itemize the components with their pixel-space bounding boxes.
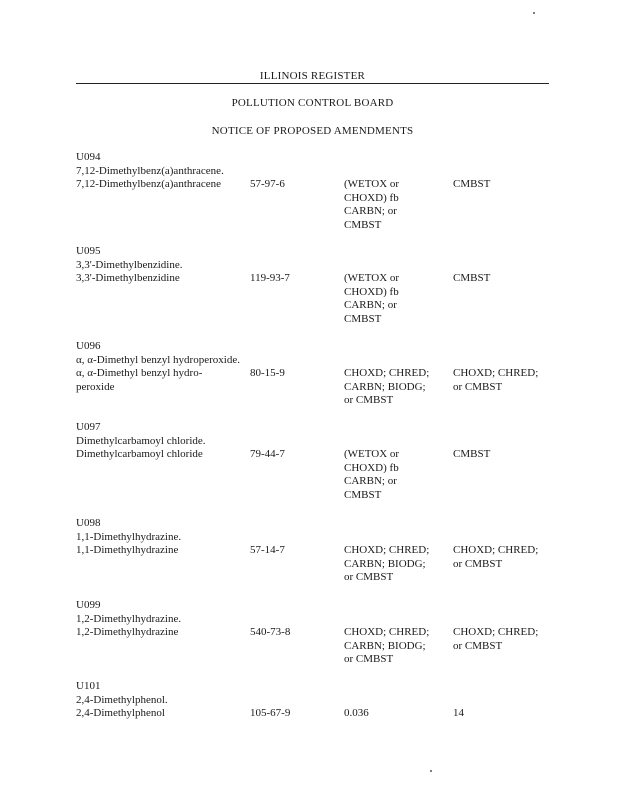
header-rule — [76, 83, 549, 84]
waste-entry-u101 — [76, 680, 556, 721]
cas-number: 57-14-7 — [250, 544, 285, 556]
waste-name: 7,12-Dimethylbenz(a)anthracene. — [76, 164, 224, 177]
waste-entry-u099 — [76, 599, 556, 665]
wastewater-standard: (WETOX or CHOXD) fb CARBN; or CMBST — [344, 178, 400, 231]
waste-entry-u094 — [76, 151, 556, 231]
waste-entry-u096 — [76, 340, 556, 406]
scan-speck — [533, 12, 535, 14]
nonwastewater-standard: CHOXD; CHRED; or CMBST — [453, 626, 539, 652]
cas-number: 540-73-8 — [250, 626, 291, 638]
scan-speck — [430, 770, 432, 772]
cas-number: 79-44-7 — [250, 448, 285, 460]
waste-code: U098 — [76, 517, 101, 529]
waste-entry-u095 — [76, 245, 556, 325]
nonwastewater-standard: CMBST — [453, 448, 491, 460]
waste-entry-u098 — [76, 517, 556, 583]
wastewater-standard: CHOXD; CHRED; CARBN; BIODG; or CMBST — [344, 544, 430, 583]
wastewater-standard: 0.036 — [344, 707, 369, 719]
constituent-name: 1,1-Dimethylhydrazine — [76, 544, 179, 556]
waste-name: 1,1-Dimethylhydrazine. — [76, 530, 182, 543]
waste-code: U101 — [76, 680, 101, 692]
constituent-name: 2,4-Dimethylphenol — [76, 707, 165, 719]
wastewater-standard: CHOXD; CHRED; CARBN; BIODG; or CMBST — [344, 367, 430, 406]
nonwastewater-standard: CHOXD; CHRED; or CMBST — [453, 544, 539, 570]
nonwastewater-standard: 14 — [453, 707, 464, 719]
cas-number: 105-67-9 — [250, 707, 291, 719]
constituent-name: 1,2-Dimethylhydrazine — [76, 626, 179, 638]
cas-number: 119-93-7 — [250, 272, 290, 284]
cas-number: 80-15-9 — [250, 367, 285, 379]
wastewater-standard: CHOXD; CHRED; CARBN; BIODG; or CMBST — [344, 626, 430, 665]
nonwastewater-standard: CMBST — [453, 178, 491, 190]
constituent-name: 3,3'-Dimethylbenzidine — [76, 272, 180, 284]
board-title: POLLUTION CONTROL BOARD — [231, 97, 394, 109]
constituent-name: α, α-Dimethyl benzyl hydro- peroxide — [76, 367, 203, 393]
waste-code: U097 — [76, 421, 101, 433]
constituent-name: Dimethylcarbamoyl chloride — [76, 448, 203, 460]
nonwastewater-standard: CHOXD; CHRED; or CMBST — [453, 367, 539, 393]
waste-name: 2,4-Dimethylphenol. — [76, 693, 168, 706]
waste-code: U096 — [76, 340, 101, 352]
waste-code: U094 — [76, 151, 101, 163]
waste-code: U095 — [76, 245, 101, 257]
waste-name: Dimethylcarbamoyl chloride. — [76, 434, 206, 447]
register-title: ILLINOIS REGISTER — [259, 70, 366, 82]
waste-entry-u097 — [76, 421, 556, 501]
waste-code: U099 — [76, 599, 101, 611]
waste-name: α, α-Dimethyl benzyl hydroperoxide. — [76, 353, 240, 366]
waste-name: 3,3'-Dimethylbenzidine. — [76, 258, 183, 271]
wastewater-standard: (WETOX or CHOXD) fb CARBN; or CMBST — [344, 448, 400, 501]
wastewater-standard: (WETOX or CHOXD) fb CARBN; or CMBST — [344, 272, 400, 325]
nonwastewater-standard: CMBST — [453, 272, 491, 284]
cas-number: 57-97-6 — [250, 178, 285, 190]
notice-title: NOTICE OF PROPOSED AMENDMENTS — [211, 125, 414, 137]
waste-name: 1,2-Dimethylhydrazine. — [76, 612, 182, 625]
constituent-name: 7,12-Dimethylbenz(a)anthracene — [76, 178, 222, 190]
